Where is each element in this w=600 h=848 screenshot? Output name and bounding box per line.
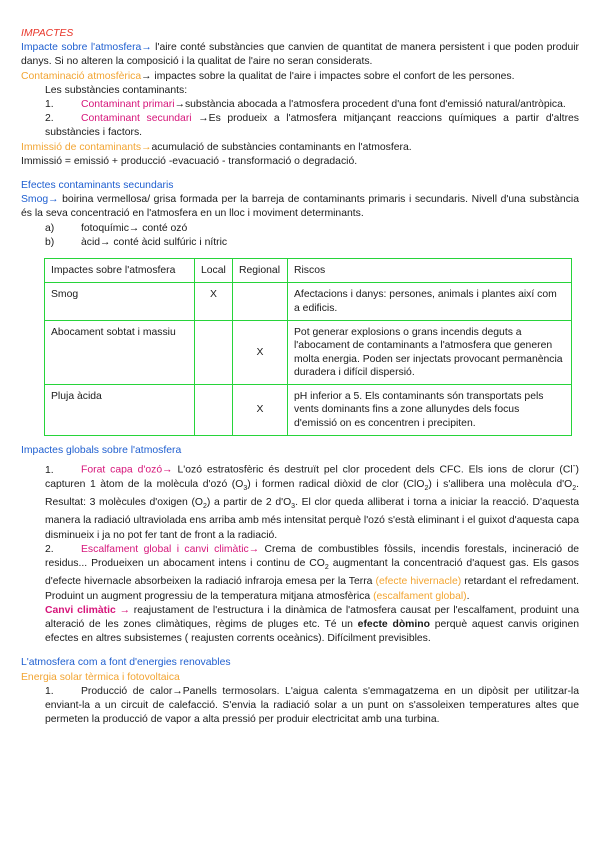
smog-term: Smog→ — [21, 194, 59, 206]
section-heading: Efectes contaminants secundaris — [21, 180, 174, 192]
table-header-row — [45, 259, 572, 283]
list-item: a) fotoquímic→ conté ozó — [45, 222, 188, 234]
table-row — [45, 283, 572, 321]
item-term: Escalfament global i canvi climàtic→ — [81, 543, 260, 555]
table-cell-impacte: Abocament sobtat i massiu — [45, 320, 195, 384]
table-header-cell: Regional — [233, 259, 288, 283]
table-cell-riscos: pH inferior a 5. Els contaminants són transportats pels vents dominants fins a zone allunydes dels focus d'emissió on es concentren i precipiten. — [288, 385, 572, 436]
list-item: 1. Forat capa d'ozó→ L'ozó estratosfèric és destruït pel clor procedent dels CFC. Els ions de clorur (Cl-) capturen 1 àtom de la molècula d'ozó $(O_3)$ i formen radical diòxid de clor (ClO$_2$) i s'allibera una molècula $d'O_2$. Resultat: 3 molècules d'oxigen $(O_2)$ a partir de 2 $d'O_3$. El clor queda alliberat i torna a iniciar la reacció. D'aquesta manera la radiació ultraviolada ens arriba amb més intensitat perquè l'ozó s'està eliminant i el guixot d'aquesta capa disminueix i ja no pot fer tant de front a la radiació. — [45, 460, 579, 541]
canvi-term: Canvi climàtic — [45, 604, 116, 616]
bold-term: efecte dòmino — [357, 618, 430, 630]
list-item: b) àcid→ conté àcid sulfúric i nítric — [45, 236, 228, 248]
substancies-intro: Les substàncies contaminants: — [45, 84, 188, 96]
canvi-climatic-definition: Canvi climàtic → reajustament de l'estructura i la dinàmica de l'atmosfera causat per l'escalfament, produint una alteració de les zones climàtiques, règims de pluges etc. Té un efecte dòmino perquè aquest canvis originen efectes en altres subsistemes ( reajusten corrents oceànics). Difícilment previsibles. — [45, 604, 579, 645]
inline-term: (escalfament global) — [373, 590, 467, 602]
table-cell-local — [195, 320, 233, 384]
contaminacio-definition: Contaminació atmosfèrica→ impactes sobre la qualitat de l'aire i impactes sobre el confort de les persones. — [21, 70, 515, 82]
table-cell-riscos: Pot generar explosions o grans incendis deguts a l'abocament de contaminants a l'atmosfera que generen molta energia. Poden ser injectats provocant permanència duradera i difícil dispersió. — [288, 320, 572, 384]
inline-term: (efecte hivernacle) — [375, 576, 462, 588]
table-cell-impacte: Smog — [45, 283, 195, 321]
impacts-table — [44, 258, 572, 436]
page-title: IMPACTES — [21, 28, 74, 39]
immissio-term: Immissió de contaminants→ — [21, 141, 152, 153]
table-row — [45, 320, 572, 384]
section-heading: Impactes globals sobre l'atmosfera — [21, 445, 182, 457]
subsection-heading: Energia solar tèrmica i fotovoltaica — [21, 671, 180, 683]
list-item: 2. Contaminant secundari →Es produeix a l'atmosfera mitjançant reaccions químiques a partir d'altres substàncies i factors. — [45, 113, 579, 139]
immissio-definition: Immissió de contaminants→acumulació de substàncies contaminants en l'atmosfera. — [21, 141, 412, 153]
table-row — [45, 385, 572, 436]
contaminacio-term: Contaminació atmosfèrica — [21, 70, 142, 82]
table-cell-riscos: Afectacions i danys: persones, animals i plantes així com a edificis. — [288, 283, 572, 321]
table-cell-regional — [233, 283, 288, 321]
impacte-definition: Impacte sobre l'atmosfera→ l'aire conté substàncies que canvien de quantitat de manera persistent i que poden produir danys. Si no alteren la composició i la qualitat de l'aire no seran considerats. — [21, 42, 580, 68]
section-heading: L'atmosfera com a font d'energies renovables — [21, 657, 231, 669]
immissio-formula: Immissió = emissió + producció -evacuació - transformació o degradació. — [21, 155, 358, 167]
document-page — [21, 27, 579, 727]
impacte-term: Impacte sobre l'atmosfera→ — [21, 42, 152, 54]
table-header-cell: Riscos — [288, 259, 572, 283]
table-cell-regional: X — [233, 385, 288, 436]
list-item: 2. Escalfament global i canvi climàtic→ Crema de combustibles fòssils, incendis forestals, incineració de residus... Produeixen un abocament intens i continu de $CO_2$ augmentant la concentració d'aquest gas. Els gasos d'efecte hivernacle absorbeixen la radiació infraroja emesa per la Terra (efecte hivernacle) retardant el refredament. Produint un augment progressiu de la temperatura mitjana atmosfèrica (escalfament global). — [45, 543, 580, 602]
item-term: Contaminant secundari — [81, 113, 192, 125]
smog-definition: Smog→ boirina vermellosa/ grisa formada per la barreja de contaminants primaris i secundaris. Nivell d'una substància és la seva concentració en l'atmosfera en un lloc i moviment determinants. — [21, 194, 579, 220]
item-term: Contaminant primari — [81, 99, 175, 111]
list-item: 1. Contaminant primari→substància abocada a l'atmosfera procedent d'una font d'emissió natural/antròpica. — [45, 99, 566, 111]
table-cell-local — [195, 385, 233, 436]
list-item: 1. Producció de calor→Panells termosolars. L'aigua calenta s'emmagatzema en un dipòsit per utilitzar-la enviant-la a un circuit de calefacció. S'envia la radiació solar a un punt on s'assoleixen temperatures altes que permeten la producció de vapor a alta pressió per produir electricitat amb una turbina. — [45, 685, 579, 726]
item-term: Forat capa d'ozó→ — [81, 464, 173, 476]
table-cell-regional: X — [233, 320, 288, 384]
table-cell-impacte: Pluja àcida — [45, 385, 195, 436]
table-header-cell: Local — [195, 259, 233, 283]
table-cell-local: X — [195, 283, 233, 321]
table-header-cell: Impactes sobre l'atmosfera — [45, 259, 195, 283]
